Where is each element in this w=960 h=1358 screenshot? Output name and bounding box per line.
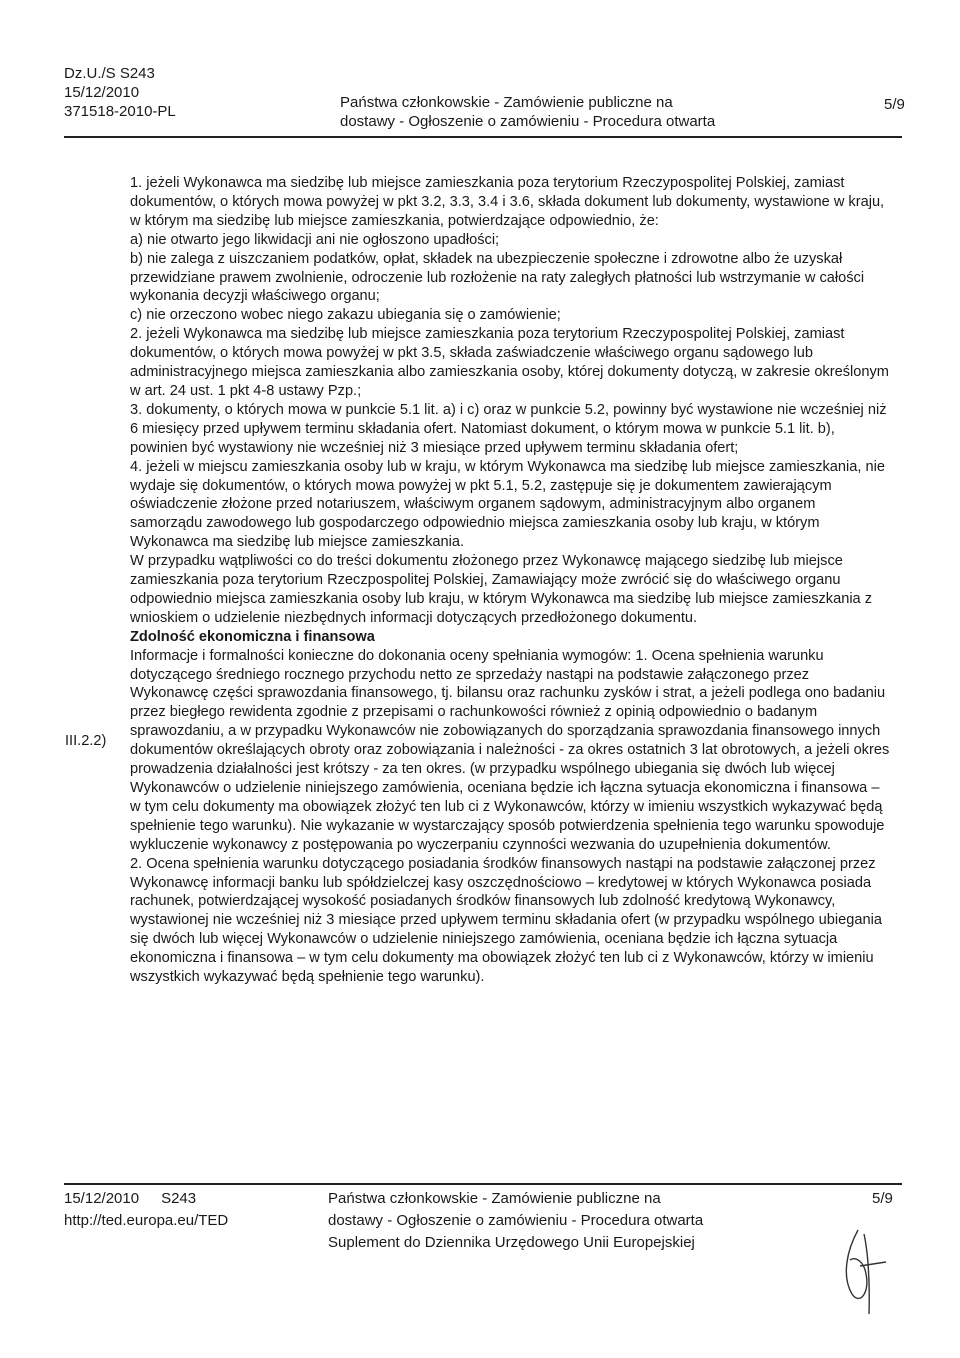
paragraph: 3. dokumenty, o których mowa w punkcie 5.1 lit. a) i c) oraz w punkcie 5.2, powinny być wystawione nie wcześniej niż 6 miesięcy przed upływem terminu składania ofert. Natomiast dokument, o którym mowa w punkcie 5.1 lit. b), powinien być wystawiony nie wcześniej niż 3 miesiące przed upływem terminu składania ofert; (130, 401, 887, 456)
handwritten-signature (836, 1222, 896, 1322)
paragraph: c) nie orzeczono wobec niego zakazu ubiegania się o zamówienie; (130, 307, 561, 324)
header-page-number: 5/9 (884, 96, 905, 113)
section-number: III.2.2) (65, 733, 107, 749)
header-line-1: Państwa członkowskie - Zamówienie publiczne na (340, 94, 673, 111)
paragraph: 4. jeżeli w miejscu zamieszkania osoby lub w kraju, w którym Wykonawca ma siedzibę lub miejsce zamieszkania, nie wydaje się dokumentów, o których mowa powyżej w pkt 5.1, 5.2, zastępuje się je dokumentem zawierającym oświadczenie złożone przed notariuszem, właściwym organem sądowym, administracyjnym albo organem samorządu zawodowego lub gospodarczego odpowiednio miejsca zamieszkania osoby lub kraju, w którym Wykonawca ma siedzibę lub miejsce zamieszkania. (130, 458, 885, 551)
section-paragraph: Informacje i formalności konieczne do dokonania oceny spełniania wymogów: 1. Ocena spełnienia warunku dotyczącego średniego rocznego przychodu netto ze sprzedaży nastąpi na podstawie załączonego przez Wykonawcę części sprawozdania finansowego, tj. bilansu oraz rachunku zysków i strat, a jeżeli podlega ono badaniu przez biegłego rewidenta zgodnie z przepisami o rachunkowości również z opinią odpowiednio o badanym sprawozdaniu, a w przypadku Wykonawców nie zobowiązanych do sporządzania sprawozdania finansowego innych dokumentów określających obroty oraz zobowiązania i należności - za okres ostatnich 3 lat obrotowych, a jeżeli okres prowadzenia działalności jest krótszy - za ten okres. (w przypadku wspólnego ubiegania się dwóch lub więcej Wykonawców o udzielenie niniejszego zamówienia, oceniana będzie ich łączna sytuacja ekonomiczna i finansowa – w tym celu dokumenty ma obowiązek złożyć ten lub ci z Wykonawców, którzy w imieniu wszystkich wykazywać będą spełnienie tego warunku). Nie wykazanie w wystarczający sposób potwierdzenia spełnienia tego warunku spowoduje wykluczenie wykonawcy z postępowania po wyczerpaniu czynności wezwania do uzupełnienia dokumentów. (130, 647, 890, 853)
header-divider (64, 136, 902, 138)
paragraph: 1. jeżeli Wykonawca ma siedzibę lub miejsce zamieszkania poza terytorium Rzeczypospolitej Polskiej, zamiast dokumentów, o których mowa powyżej w pkt 3.2, 3.3, 3.4 i 3.6, składa dokument lub dokumenty, wystawione w kraju, w którym ma siedzibę lub miejsce zamieszkania, potwierdzające odpowiednio, że: (130, 175, 885, 229)
footer-line-3: Suplement do Dziennika Urzędowego Unii Europejskiej (328, 1234, 695, 1251)
header-title (340, 93, 715, 131)
header-left (64, 64, 176, 121)
section-paragraph: 2. Ocena spełnienia warunku dotyczącego posiadania środków finansowych nastąpi na podstawie załączonej przez Wykonawcę informacji banku lub spółdzielczej kasy oszczędnościowo – kredytowej w których Wykonawca posiada rachunek, potwierdzającej wysokość posiadanych środków finansowych lub zdolność kredytową Wykonawcy, wystawionej nie wcześniej niż 3 miesiące przed upływem terminu składania ofert (w przypadku wspólnego ubiegania się dwóch lub więcej Wykonawców o udzielenie niniejszego zamówienia, oceniana będzie ich łączna sytuacja ekonomiczna i finansowa – w tym celu dokumenty ma obowiązek złożyć ten lub ci z Wykonawców, którzy w imieniu wszystkich wykazywać będą spełnienie tego warunku). (130, 855, 882, 986)
header-date: 15/12/2010 (64, 84, 140, 101)
footer-left (64, 1188, 228, 1232)
footer-title (328, 1188, 703, 1254)
footer-page-number: 5/9 (872, 1190, 893, 1207)
footer-line-1: Państwa członkowskie - Zamówienie publiczne na (328, 1190, 661, 1207)
paragraph: b) nie zalega z uiszczaniem podatków, opłat, składek na ubezpieczenie społeczne i zdrowotne albo że uzyskał przewidziane prawem zwolnienie, odroczenie lub rozłożenie na raty zaległych płatności lub wstrzymanie w całości wykonania decyzji właściwego organu; (130, 250, 865, 305)
header-line-2: dostawy - Ogłoszenie o zamówieniu - Procedura otwarta (340, 113, 716, 130)
footer-code: S243 (161, 1190, 197, 1207)
footer-line-2: dostawy - Ogłoszenie o zamówieniu - Procedura otwarta (328, 1212, 704, 1229)
section-title: Zdolność ekonomiczna i finansowa (130, 628, 375, 645)
notice-id: 371518-2010-PL (64, 103, 176, 120)
journal-ref: Dz.U./S S243 (64, 65, 155, 82)
paragraph: a) nie otwarto jego likwidacji ani nie ogłoszono upadłości; (130, 231, 500, 248)
document-body (130, 174, 890, 987)
paragraph: W przypadku wątpliwości co do treści dokumentu złożonego przez Wykonawcę mającego siedzibę lub miejsce zamieszkania poza terytorium Rzeczpospolitej Polskiej, Zamawiający może zwrócić się do właściwego organu odpowiednio miejsca zamieszkania osoby lub kraju, w którym Wykonawca ma siedzibę lub miejsce zamieszkania z wnioskiem o udzielenie niezbędnych informacji dotyczących przedłożonego dokumentu. (130, 553, 873, 626)
paragraph: 2. jeżeli Wykonawca ma siedzibę lub miejsce zamieszkania poza terytorium Rzeczypospolitej Polskiej, zamiast dokumentów, o których mowa powyżej w pkt 3.5, składa zaświadczenie właściwego organu sądowego lub administracyjnego miejsca zamieszkania albo zamieszkania osoby, której dokumenty dotyczą, w zakresie określonym w art. 24 ust. 1 pkt 4-8 ustawy Pzp.; (130, 326, 889, 399)
footer-divider (64, 1183, 902, 1185)
footer-date: 15/12/2010 (64, 1190, 140, 1207)
footer-url[interactable]: http://ted.europa.eu/TED (64, 1212, 229, 1229)
